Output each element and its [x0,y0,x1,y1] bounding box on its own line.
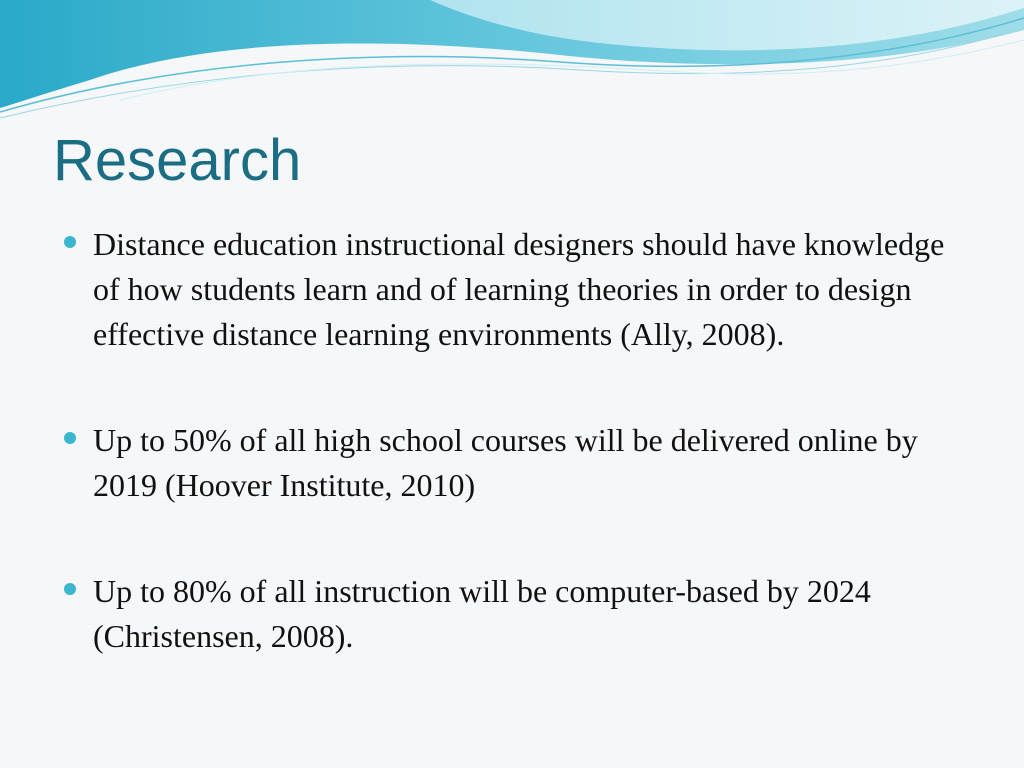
bullet-item [60,569,960,659]
bullet-list [60,222,960,659]
bullet-item [60,222,960,357]
bullet-text: Up to 50% of all high school courses will be delivered online by 2019 (Hoover Institute, 2010) [93,422,918,503]
bullet-dot-icon [64,583,76,595]
bullet-dot-icon [64,432,76,444]
decorative-wave-header [0,0,1024,130]
bullet-text: Up to 80% of all instruction will be computer-based by 2024 (Christensen, 2008). [93,573,871,654]
slide-title: Research [53,128,302,193]
bullet-item [60,418,960,508]
bullet-dot-icon [64,236,76,248]
bullet-text: Distance education instructional designers should have knowledge of how students learn and of learning theories in order to design effective distance learning environments (Ally, 2008). [93,226,945,352]
